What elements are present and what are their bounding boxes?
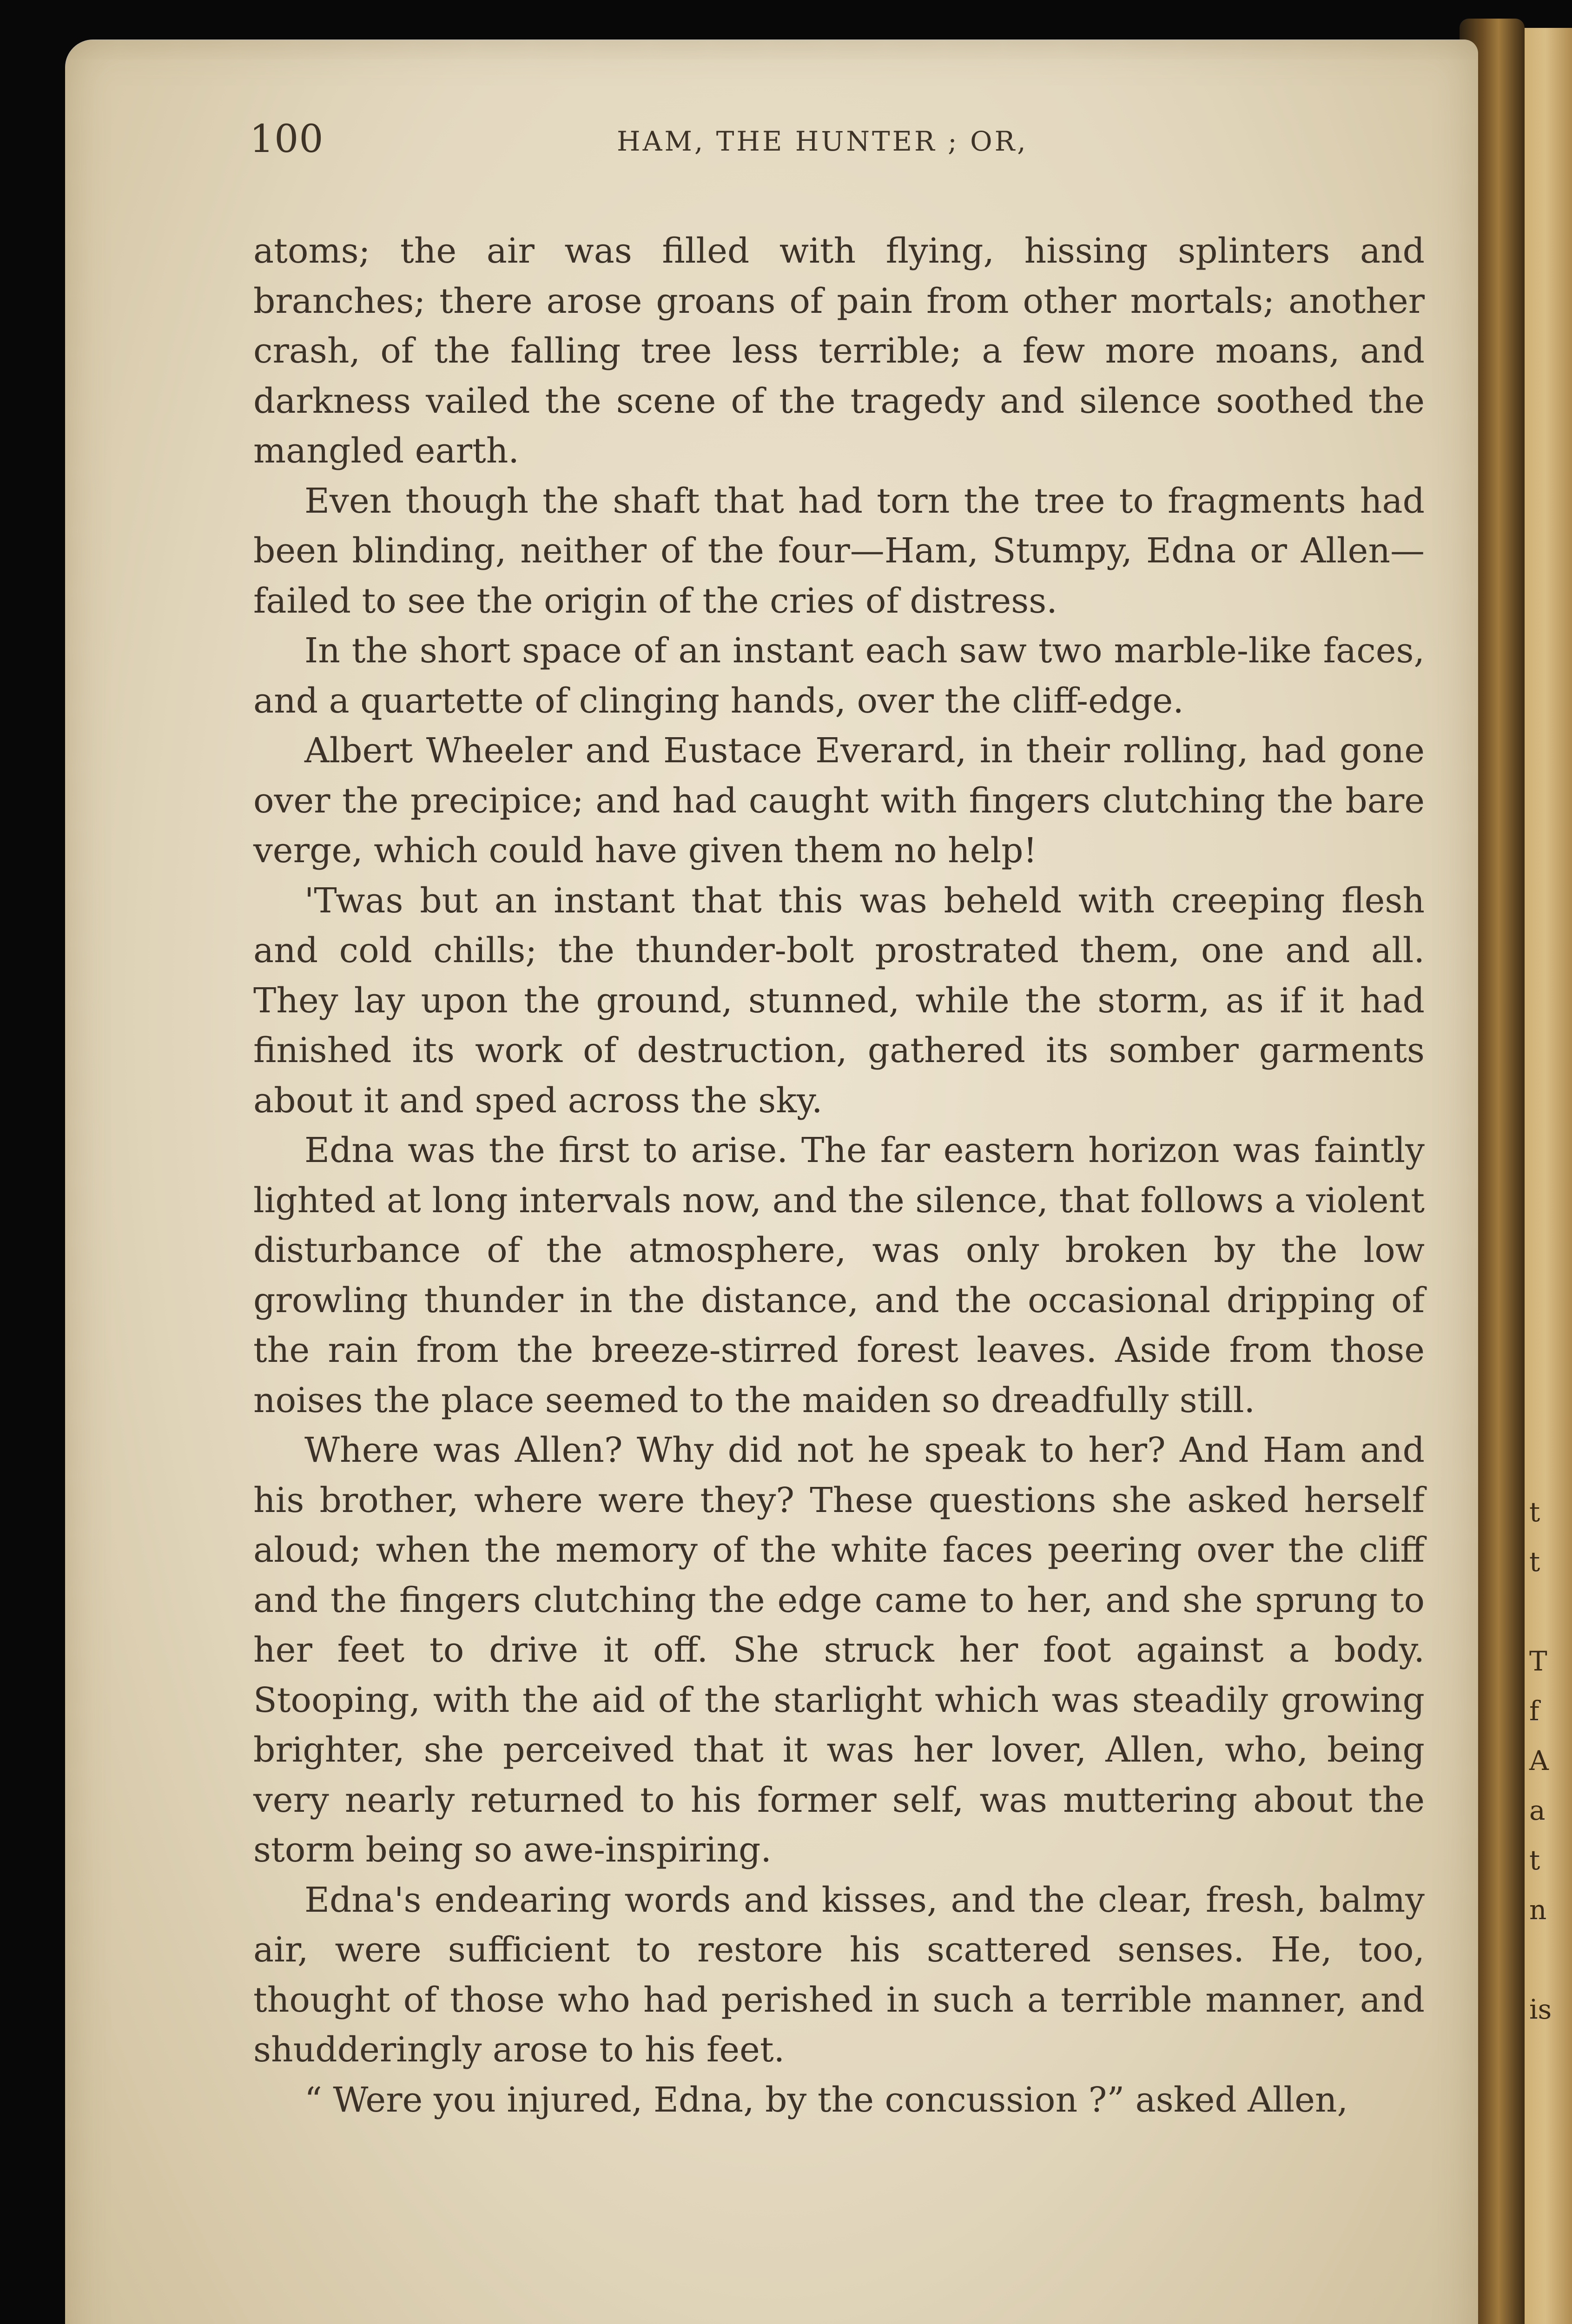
fragment: a — [1529, 1795, 1546, 1826]
fragment: T — [1529, 1645, 1547, 1677]
next-page-text-fragments — [1529, 1487, 1572, 2034]
fragment — [1529, 1587, 1572, 1637]
fragment — [1529, 1935, 1572, 1985]
page-number: 100 — [250, 117, 324, 161]
running-head: HAM, THE HUNTER ; OR, — [617, 125, 1028, 157]
paragraph: In the short space of an instant each saw two marble-like faces, and a quartette of clinging hands, over the cliff-edge. — [253, 631, 1425, 721]
fragment: is — [1529, 1994, 1552, 2025]
fragment: n — [1529, 1894, 1547, 1926]
paragraph: Where was Allen? Why did not he speak to her? And Ham and his brother, where were they? These questions she asked herself aloud; when the memory of the white faces peering over the cliff and the fingers clutching the edge came to her, and she sprung to her feet to drive it off. She struck her foot against a body. Stooping, with the aid of the starlight which was steadily growing brighter, she perceived that it was her lover, Allen, who, being very nearly returned to his former self, was muttering about the storm being so awe-inspiring. — [253, 1430, 1425, 1870]
paragraph: Edna was the first to arise. The far eastern horizon was faintly lighted at long intervals now, and the silence, that follows a violent disturbance of the atmosphere, was only broken by the low growling thunder in the distance, and the occasional dripping of the rain from the breeze-stirred forest leaves. Aside from those noises the place seemed to the maiden so dreadfully still. — [253, 1130, 1425, 1420]
fragment: t — [1529, 1844, 1540, 1876]
paragraph: Albert Wheeler and Eustace Everard, in their rolling, had gone over the precipice; and had caught with fingers clutching the bare verge, which could have given them no help! — [253, 731, 1425, 871]
paragraph: atoms; the air was filled with flying, hissing splinters and branches; there arose groans of pain from other mortals; another crash, of the falling tree less terrible; a few more moans, and darkness vailed the scene of the tragedy and silence soothed the mangled earth. — [253, 231, 1425, 471]
paragraph: “ Were you injured, Edna, by the concussion ?” asked Allen, — [304, 2080, 1348, 2120]
fragment: A — [1529, 1745, 1549, 1776]
page-header — [250, 117, 1421, 168]
fragment: t — [1529, 1496, 1540, 1528]
fragment: f — [1529, 1695, 1539, 1727]
paragraph: Edna's endearing words and kisses, and the clear, fresh, balmy air, were sufficient to restore his scattered senses. He, too, thought of those who had perished in such a terrible manner, and shudderingly arose to his feet. — [253, 1880, 1425, 2070]
paragraph: Even though the shaft that had torn the tree to fragments had been blinding, neither of the four—Ham, Stumpy, Edna or Allen—failed to see the origin of the cries of distress. — [253, 481, 1425, 621]
paragraph: 'Twas but an instant that this was beheld with creeping flesh and cold chills; the thunder-bolt prostrated them, one and all. They lay upon the ground, stunned, while the storm, as if it had finished its work of destruction, gathered its somber garments about it and sped across the sky. — [253, 880, 1425, 1121]
body-text — [253, 226, 1425, 2125]
fragment: t — [1529, 1546, 1540, 1578]
